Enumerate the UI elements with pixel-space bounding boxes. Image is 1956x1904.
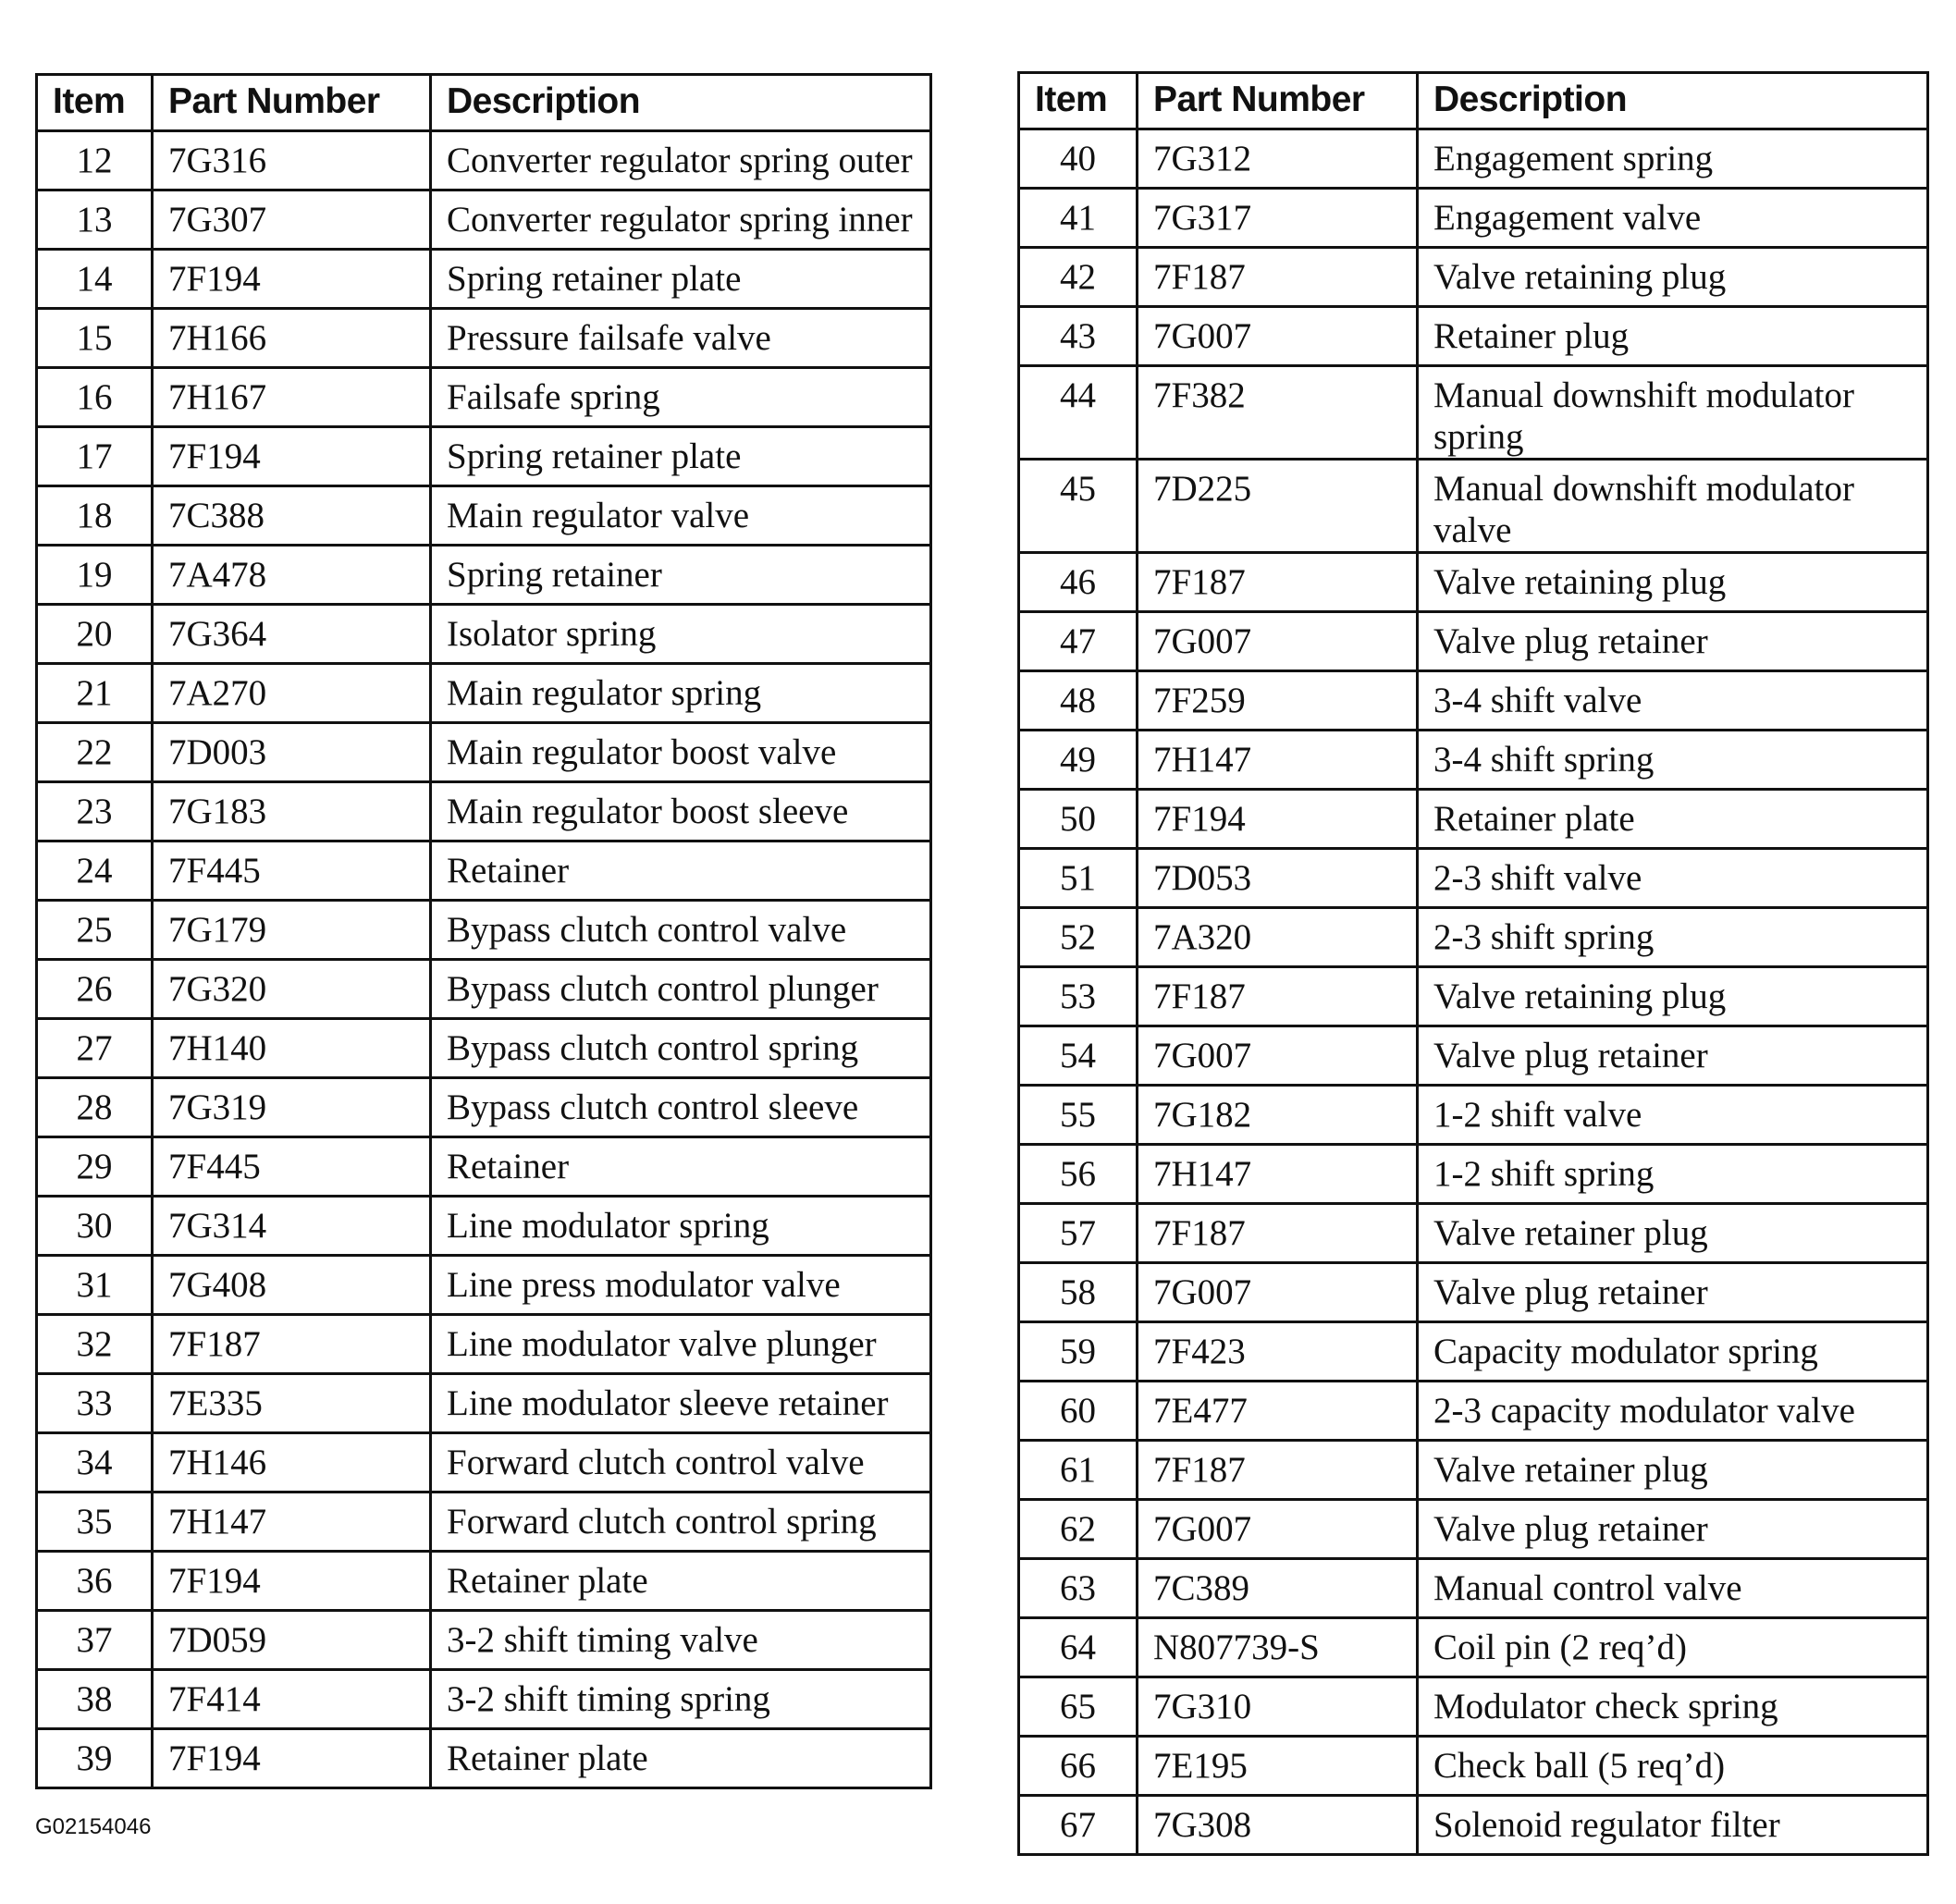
part-number-cell: 7H167 — [153, 368, 431, 427]
description-cell: Isolator spring — [431, 605, 931, 664]
part-number-cell: 7E335 — [153, 1374, 431, 1433]
description-cell: Line modulator spring — [431, 1197, 931, 1256]
table-row — [37, 1492, 931, 1552]
part-number-cell: 7H147 — [1138, 1145, 1418, 1204]
part-number-cell: 7G364 — [153, 605, 431, 664]
part-number-cell: 7G182 — [1138, 1086, 1418, 1145]
item-cell: 20 — [37, 605, 153, 664]
item-cell: 65 — [1019, 1677, 1138, 1737]
part-number-cell: 7H146 — [153, 1433, 431, 1492]
description-cell: Bypass clutch control sleeve — [431, 1078, 931, 1137]
part-number-cell: 7F187 — [1138, 1441, 1418, 1500]
table-row — [37, 1197, 931, 1256]
part-number-cell: 7G007 — [1138, 1263, 1418, 1322]
table-row — [37, 1256, 931, 1315]
item-cell: 49 — [1019, 731, 1138, 790]
item-cell: 64 — [1019, 1618, 1138, 1677]
table-row — [37, 190, 931, 250]
item-cell: 61 — [1019, 1441, 1138, 1500]
item-cell: 17 — [37, 427, 153, 486]
table-row — [1019, 189, 1928, 248]
item-cell: 28 — [37, 1078, 153, 1137]
table-row — [1019, 248, 1928, 307]
part-number-cell: N807739-S — [1138, 1618, 1418, 1677]
part-number-cell: 7H166 — [153, 309, 431, 368]
table-row — [1019, 1618, 1928, 1677]
description-cell: Main regulator spring — [431, 664, 931, 723]
item-cell: 63 — [1019, 1559, 1138, 1618]
column-header-description: Description — [431, 75, 931, 131]
table-row — [37, 1433, 931, 1492]
table-row — [37, 960, 931, 1019]
table-row — [1019, 849, 1928, 908]
table-row — [37, 1729, 931, 1788]
item-cell: 41 — [1019, 189, 1138, 248]
part-number-cell: 7F194 — [153, 250, 431, 309]
table-row — [37, 368, 931, 427]
part-number-cell: 7G408 — [153, 1256, 431, 1315]
description-cell: Main regulator valve — [431, 486, 931, 546]
table-row — [37, 605, 931, 664]
description-cell: Engagement spring — [1418, 129, 1928, 189]
item-cell: 56 — [1019, 1145, 1138, 1204]
part-number-cell: 7C388 — [153, 486, 431, 546]
item-cell: 26 — [37, 960, 153, 1019]
table-row — [1019, 1796, 1928, 1855]
part-number-cell: 7G320 — [153, 960, 431, 1019]
item-cell: 44 — [1019, 366, 1138, 460]
part-number-cell: 7A270 — [153, 664, 431, 723]
part-number-cell: 7F445 — [153, 1137, 431, 1197]
description-cell: Retainer plate — [1418, 790, 1928, 849]
table-row — [1019, 307, 1928, 366]
item-cell: 59 — [1019, 1322, 1138, 1382]
table-row — [1019, 1322, 1928, 1382]
table-row — [37, 1670, 931, 1729]
table-row — [1019, 612, 1928, 671]
part-number-cell: 7F194 — [153, 1552, 431, 1611]
item-cell: 67 — [1019, 1796, 1138, 1855]
description-cell: Line modulator sleeve retainer — [431, 1374, 931, 1433]
description-cell: 3-2 shift timing valve — [431, 1611, 931, 1670]
item-cell: 36 — [37, 1552, 153, 1611]
item-cell: 15 — [37, 309, 153, 368]
part-number-cell: 7F187 — [1138, 967, 1418, 1026]
column-header-item: Item — [1019, 73, 1138, 129]
description-cell: Bypass clutch control plunger — [431, 960, 931, 1019]
item-cell: 40 — [1019, 129, 1138, 189]
description-cell: Pressure failsafe valve — [431, 309, 931, 368]
description-cell: Main regulator boost sleeve — [431, 782, 931, 841]
item-cell: 27 — [37, 1019, 153, 1078]
description-cell: Retainer plug — [1418, 307, 1928, 366]
description-cell: Retainer — [431, 1137, 931, 1197]
item-cell: 38 — [37, 1670, 153, 1729]
part-number-cell: 7F187 — [1138, 553, 1418, 612]
part-number-cell: 7G319 — [153, 1078, 431, 1137]
table-row — [37, 1315, 931, 1374]
item-cell: 66 — [1019, 1737, 1138, 1796]
item-cell: 46 — [1019, 553, 1138, 612]
description-cell: Solenoid regulator filter — [1418, 1796, 1928, 1855]
item-cell: 14 — [37, 250, 153, 309]
table-header-row — [1019, 73, 1928, 129]
table-row — [1019, 1677, 1928, 1737]
description-cell: Converter regulator spring inner — [431, 190, 931, 250]
part-number-cell: 7A320 — [1138, 908, 1418, 967]
table-row — [1019, 553, 1928, 612]
part-number-cell: 7F423 — [1138, 1322, 1418, 1382]
table-row — [37, 723, 931, 782]
item-cell: 60 — [1019, 1382, 1138, 1441]
item-cell: 23 — [37, 782, 153, 841]
description-cell: Check ball (5 req’d) — [1418, 1737, 1928, 1796]
item-cell: 32 — [37, 1315, 153, 1374]
part-number-cell: 7G007 — [1138, 612, 1418, 671]
item-cell: 42 — [1019, 248, 1138, 307]
part-number-cell: 7H147 — [153, 1492, 431, 1552]
description-cell: Failsafe spring — [431, 368, 931, 427]
part-number-cell: 7F194 — [153, 427, 431, 486]
part-number-cell: 7G308 — [1138, 1796, 1418, 1855]
item-cell: 24 — [37, 841, 153, 901]
part-number-cell: 7G314 — [153, 1197, 431, 1256]
description-cell: Line modulator valve plunger — [431, 1315, 931, 1374]
description-cell: Capacity modulator spring — [1418, 1322, 1928, 1382]
table-row — [37, 901, 931, 960]
item-cell: 31 — [37, 1256, 153, 1315]
item-cell: 16 — [37, 368, 153, 427]
item-cell: 54 — [1019, 1026, 1138, 1086]
part-number-cell: 7G179 — [153, 901, 431, 960]
description-cell: Retainer plate — [431, 1552, 931, 1611]
table-row — [37, 131, 931, 190]
table-row — [1019, 671, 1928, 731]
description-cell: Valve plug retainer — [1418, 1500, 1928, 1559]
table-body-right — [1019, 129, 1928, 1855]
description-cell: Bypass clutch control valve — [431, 901, 931, 960]
item-cell: 43 — [1019, 307, 1138, 366]
part-number-cell: 7E477 — [1138, 1382, 1418, 1441]
part-number-cell: 7G316 — [153, 131, 431, 190]
item-cell: 35 — [37, 1492, 153, 1552]
item-cell: 25 — [37, 901, 153, 960]
table-row — [37, 546, 931, 605]
table-row — [1019, 731, 1928, 790]
item-cell: 29 — [37, 1137, 153, 1197]
part-number-cell: 7G007 — [1138, 1500, 1418, 1559]
item-cell: 52 — [1019, 908, 1138, 967]
description-cell: Coil pin (2 req’d) — [1418, 1618, 1928, 1677]
description-cell: Engagement valve — [1418, 189, 1928, 248]
table-row — [37, 1611, 931, 1670]
part-number-cell: 7G183 — [153, 782, 431, 841]
item-cell: 13 — [37, 190, 153, 250]
part-number-cell: 7D053 — [1138, 849, 1418, 908]
item-cell: 51 — [1019, 849, 1138, 908]
description-cell: Converter regulator spring outer — [431, 131, 931, 190]
part-number-cell: 7F187 — [1138, 248, 1418, 307]
table-header-row — [37, 75, 931, 131]
description-cell: Main regulator boost valve — [431, 723, 931, 782]
part-number-cell: 7F414 — [153, 1670, 431, 1729]
table-row — [37, 782, 931, 841]
table-row — [37, 1078, 931, 1137]
part-number-cell: 7G312 — [1138, 129, 1418, 189]
item-cell: 53 — [1019, 967, 1138, 1026]
part-number-cell: 7G310 — [1138, 1677, 1418, 1737]
table-body-left — [37, 131, 931, 1788]
part-number-cell: 7H140 — [153, 1019, 431, 1078]
item-cell: 58 — [1019, 1263, 1138, 1322]
item-cell: 12 — [37, 131, 153, 190]
part-number-cell: 7H147 — [1138, 731, 1418, 790]
table-row — [1019, 1263, 1928, 1322]
item-cell: 30 — [37, 1197, 153, 1256]
item-cell: 48 — [1019, 671, 1138, 731]
description-cell: Valve plug retainer — [1418, 612, 1928, 671]
part-number-cell: 7A478 — [153, 546, 431, 605]
table-row — [1019, 366, 1928, 460]
table-row — [1019, 1441, 1928, 1500]
table-row — [37, 250, 931, 309]
table-row — [37, 664, 931, 723]
table-row — [37, 1019, 931, 1078]
part-number-cell: 7G307 — [153, 190, 431, 250]
part-number-cell: 7F259 — [1138, 671, 1418, 731]
description-cell: Spring retainer plate — [431, 250, 931, 309]
item-cell: 34 — [37, 1433, 153, 1492]
parts-table-right — [1017, 71, 1929, 1856]
description-cell: Valve retainer plug — [1418, 1441, 1928, 1500]
table-row — [1019, 1204, 1928, 1263]
description-cell: Retainer plate — [431, 1729, 931, 1788]
table-row — [1019, 967, 1928, 1026]
item-cell: 55 — [1019, 1086, 1138, 1145]
description-cell: Retainer — [431, 841, 931, 901]
part-number-cell: 7G007 — [1138, 1026, 1418, 1086]
item-cell: 62 — [1019, 1500, 1138, 1559]
part-number-cell: 7F445 — [153, 841, 431, 901]
description-cell: Valve plug retainer — [1418, 1263, 1928, 1322]
item-cell: 50 — [1019, 790, 1138, 849]
description-cell: Line press modulator valve — [431, 1256, 931, 1315]
item-cell: 22 — [37, 723, 153, 782]
part-number-cell: 7C389 — [1138, 1559, 1418, 1618]
part-number-cell: 7F194 — [1138, 790, 1418, 849]
table-row — [1019, 460, 1928, 553]
item-cell: 37 — [37, 1611, 153, 1670]
description-cell: 3-4 shift valve — [1418, 671, 1928, 731]
item-cell: 39 — [37, 1729, 153, 1788]
table-row — [1019, 1026, 1928, 1086]
part-number-cell: 7F187 — [153, 1315, 431, 1374]
part-number-cell: 7E195 — [1138, 1737, 1418, 1796]
table-row — [1019, 908, 1928, 967]
table-row — [1019, 1145, 1928, 1204]
part-number-cell: 7D059 — [153, 1611, 431, 1670]
description-cell: Bypass clutch control spring — [431, 1019, 931, 1078]
table-row — [37, 309, 931, 368]
description-cell: Spring retainer plate — [431, 427, 931, 486]
description-cell: 2-3 capacity modulator valve — [1418, 1382, 1928, 1441]
part-number-cell: 7F382 — [1138, 366, 1418, 460]
part-number-cell: 7G007 — [1138, 307, 1418, 366]
item-cell: 47 — [1019, 612, 1138, 671]
part-number-cell: 7D225 — [1138, 460, 1418, 553]
table-row — [1019, 129, 1928, 189]
description-cell: Forward clutch control spring — [431, 1492, 931, 1552]
table-row — [1019, 1500, 1928, 1559]
description-cell: Forward clutch control valve — [431, 1433, 931, 1492]
description-cell: Modulator check spring — [1418, 1677, 1928, 1737]
parts-table-left — [35, 73, 932, 1789]
table-row — [1019, 790, 1928, 849]
table-row — [1019, 1737, 1928, 1796]
column-header-part-number: Part Number — [1138, 73, 1418, 129]
item-cell: 21 — [37, 664, 153, 723]
table-row — [37, 1137, 931, 1197]
table-row — [1019, 1086, 1928, 1145]
table-row — [37, 841, 931, 901]
item-cell: 57 — [1019, 1204, 1138, 1263]
item-cell: 19 — [37, 546, 153, 605]
column-header-description: Description — [1418, 73, 1928, 129]
column-header-item: Item — [37, 75, 153, 131]
figure-id-label: G02154046 — [35, 1814, 152, 1839]
description-cell: Spring retainer — [431, 546, 931, 605]
description-cell: 1-2 shift spring — [1418, 1145, 1928, 1204]
table-row — [37, 1374, 931, 1433]
part-number-cell: 7F187 — [1138, 1204, 1418, 1263]
description-cell: 3-2 shift timing spring — [431, 1670, 931, 1729]
item-cell: 45 — [1019, 460, 1138, 553]
description-cell: 3-4 shift spring — [1418, 731, 1928, 790]
table-row — [37, 1552, 931, 1611]
item-cell: 33 — [37, 1374, 153, 1433]
part-number-cell: 7D003 — [153, 723, 431, 782]
part-number-cell: 7F194 — [153, 1729, 431, 1788]
table-row — [37, 427, 931, 486]
table-row — [37, 486, 931, 546]
description-cell: Valve plug retainer — [1418, 1026, 1928, 1086]
item-cell: 18 — [37, 486, 153, 546]
description-cell: 2-3 shift valve — [1418, 849, 1928, 908]
description-cell: Valve retainer plug — [1418, 1204, 1928, 1263]
description-cell: Manual downshift modulator spring — [1418, 366, 1928, 460]
description-cell: 1-2 shift valve — [1418, 1086, 1928, 1145]
description-cell: Manual downshift modulator valve — [1418, 460, 1928, 553]
description-cell: 2-3 shift spring — [1418, 908, 1928, 967]
part-number-cell: 7G317 — [1138, 189, 1418, 248]
description-cell: Valve retaining plug — [1418, 553, 1928, 612]
description-cell: Manual control valve — [1418, 1559, 1928, 1618]
table-row — [1019, 1382, 1928, 1441]
description-cell: Valve retaining plug — [1418, 248, 1928, 307]
description-cell: Valve retaining plug — [1418, 967, 1928, 1026]
table-row — [1019, 1559, 1928, 1618]
column-header-part-number: Part Number — [153, 75, 431, 131]
